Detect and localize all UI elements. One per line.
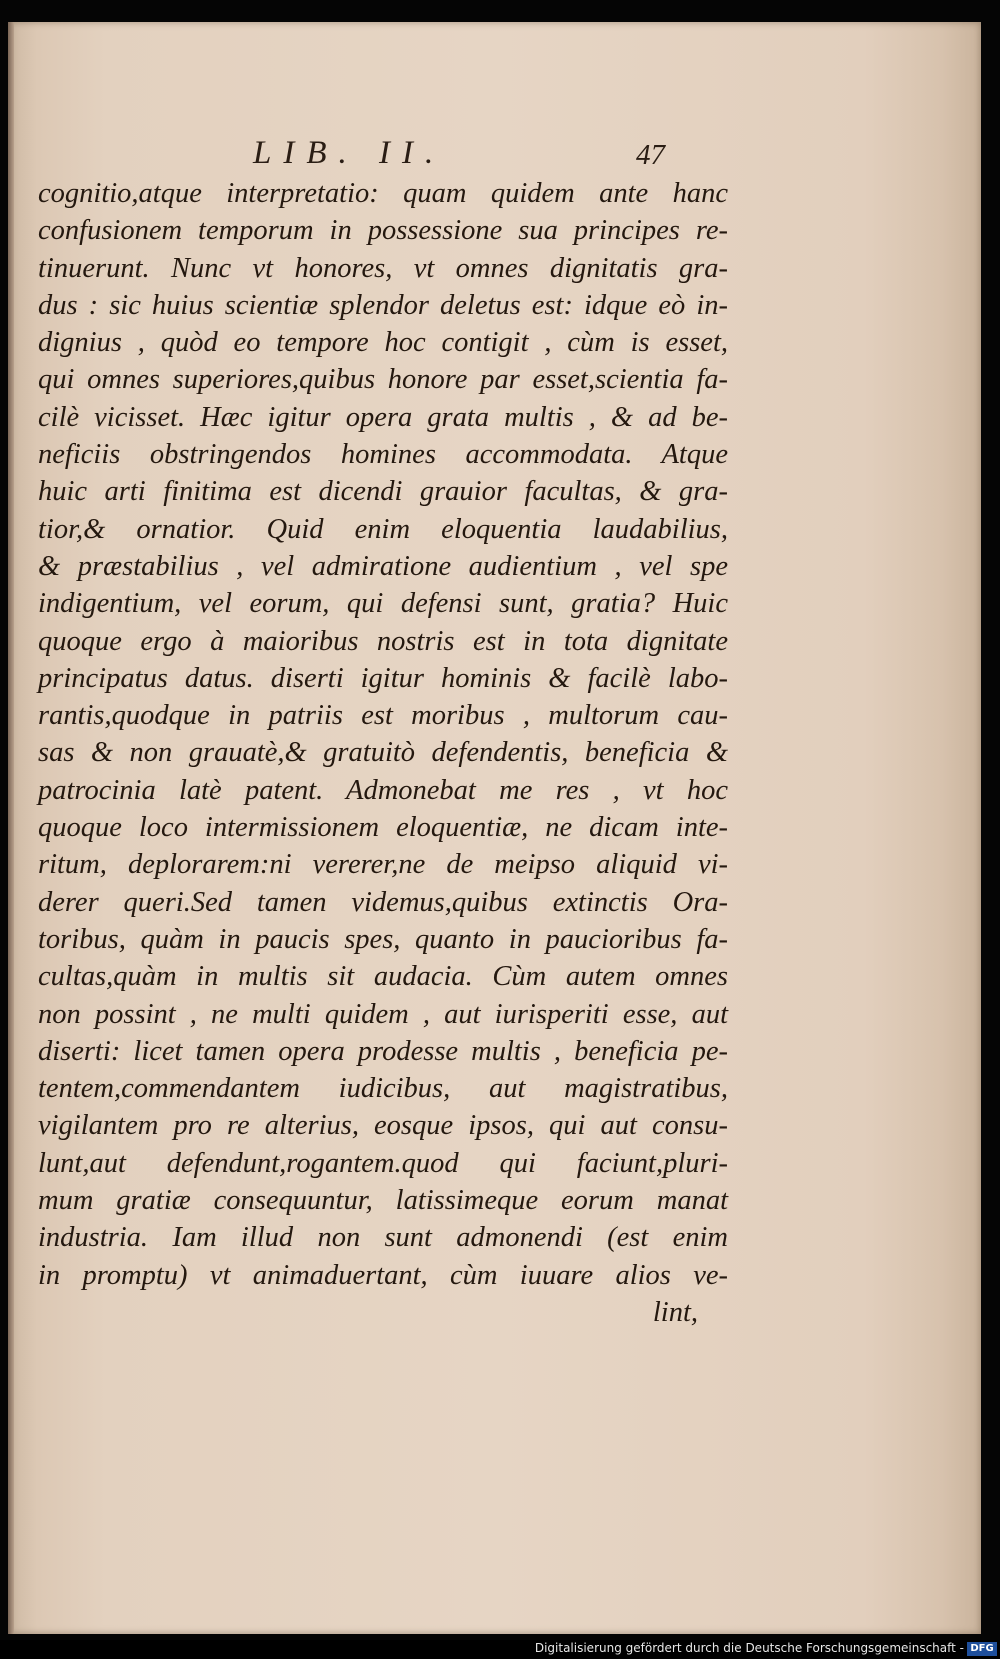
text-line: tior,& ornatior. Quid enim eloquentia laudabilius, xyxy=(38,513,728,545)
text-line: diserti: licet tamen opera prodesse multis , beneficia pe- xyxy=(38,1035,728,1067)
text-line: patrocinia latè patent. Admonebat me res , vt hoc xyxy=(38,774,728,806)
book-page xyxy=(8,22,981,1634)
text-line: rantis,quodque in patriis est moribus , multorum cau- xyxy=(38,700,728,732)
text-line: confusionem temporum in possessione sua principes re- xyxy=(38,215,728,247)
text-line: tentem,commendantem iudicibus, aut magistratibus, xyxy=(38,1073,728,1105)
text-line: indigentium, vel eorum, qui defensi sunt, gratia? Huic xyxy=(38,588,728,620)
footer-bar xyxy=(0,1640,1000,1659)
text-line: dignius , quòd eo tempore hoc contigit , cùm is esset, xyxy=(38,327,728,359)
running-head xyxy=(8,135,981,175)
text-line: cultas,quàm in multis sit audacia. Cùm autem omnes xyxy=(38,961,728,993)
text-line: & præstabilius , vel admiratione audientium , vel spe xyxy=(38,550,728,582)
text-line: ritum, deplorarem:ni vererer,ne de meipso aliquid vi- xyxy=(38,849,728,881)
text-line: lint, xyxy=(652,1296,698,1328)
text-line: cognitio,atque interpretatio: quam quidem ante hanc xyxy=(38,178,728,209)
text-line: huic arti finitima est dicendi grauior facultas, & gra- xyxy=(38,476,728,508)
text-line: neficiis obstringendos homines accommodata. Atque xyxy=(38,439,728,471)
text-line: industria. Iam illud non sunt admonendi (est enim xyxy=(38,1222,728,1254)
text-line: tinuerunt. Nunc vt honores, vt omnes dignitatis gra- xyxy=(38,252,728,284)
text-line: non possint , ne multi quidem , aut iurisperiti esse, aut xyxy=(38,998,728,1030)
page-number: 47 xyxy=(636,139,665,171)
text-line: vigilantem pro re alterius, eosque ipsos, qui aut consu- xyxy=(38,1110,728,1142)
dfg-logo: DFG xyxy=(967,1642,997,1656)
text-line: principatus datus. diserti igitur hominis & facilè labo- xyxy=(38,662,728,694)
text-line: derer queri.Sed tamen videmus,quibus extinctis Ora- xyxy=(38,886,728,918)
text-line: quoque ergo à maioribus nostris est in tota dignitate xyxy=(38,625,728,657)
text-line: dus : sic huius scientiæ splendor deletus est: idque eò in- xyxy=(38,289,728,321)
funding-credit: Digitalisierung gefördert durch die Deutsche Forschungsgemeinschaft - xyxy=(534,1641,964,1655)
text-line: lunt,aut defendunt,rogantem.quod qui faciunt,pluri- xyxy=(38,1147,728,1179)
page-gutter-edge xyxy=(8,22,14,1634)
text-line: toribus, quàm in paucis spes, quanto in paucioribus fa- xyxy=(38,923,728,955)
text-line: mum gratiæ consequuntur, latissimeque eorum manat xyxy=(38,1185,728,1217)
text-line: quoque loco intermissionem eloquentiæ, ne dicam inte- xyxy=(38,812,728,844)
running-title: LIB. II. xyxy=(253,135,446,171)
text-line: in promptu) vt animaduertant, cùm iuuare alios ve- xyxy=(38,1259,728,1291)
text-line: qui omnes superiores,quibus honore par esset,scientia fa- xyxy=(38,364,728,396)
text-line: sas & non grauatè,& gratuitò defendentis, beneficia & xyxy=(38,737,728,769)
body-text xyxy=(38,175,728,1331)
text-line: cilè vicisset. Hæc igitur opera grata multis , & ad be- xyxy=(38,401,728,433)
